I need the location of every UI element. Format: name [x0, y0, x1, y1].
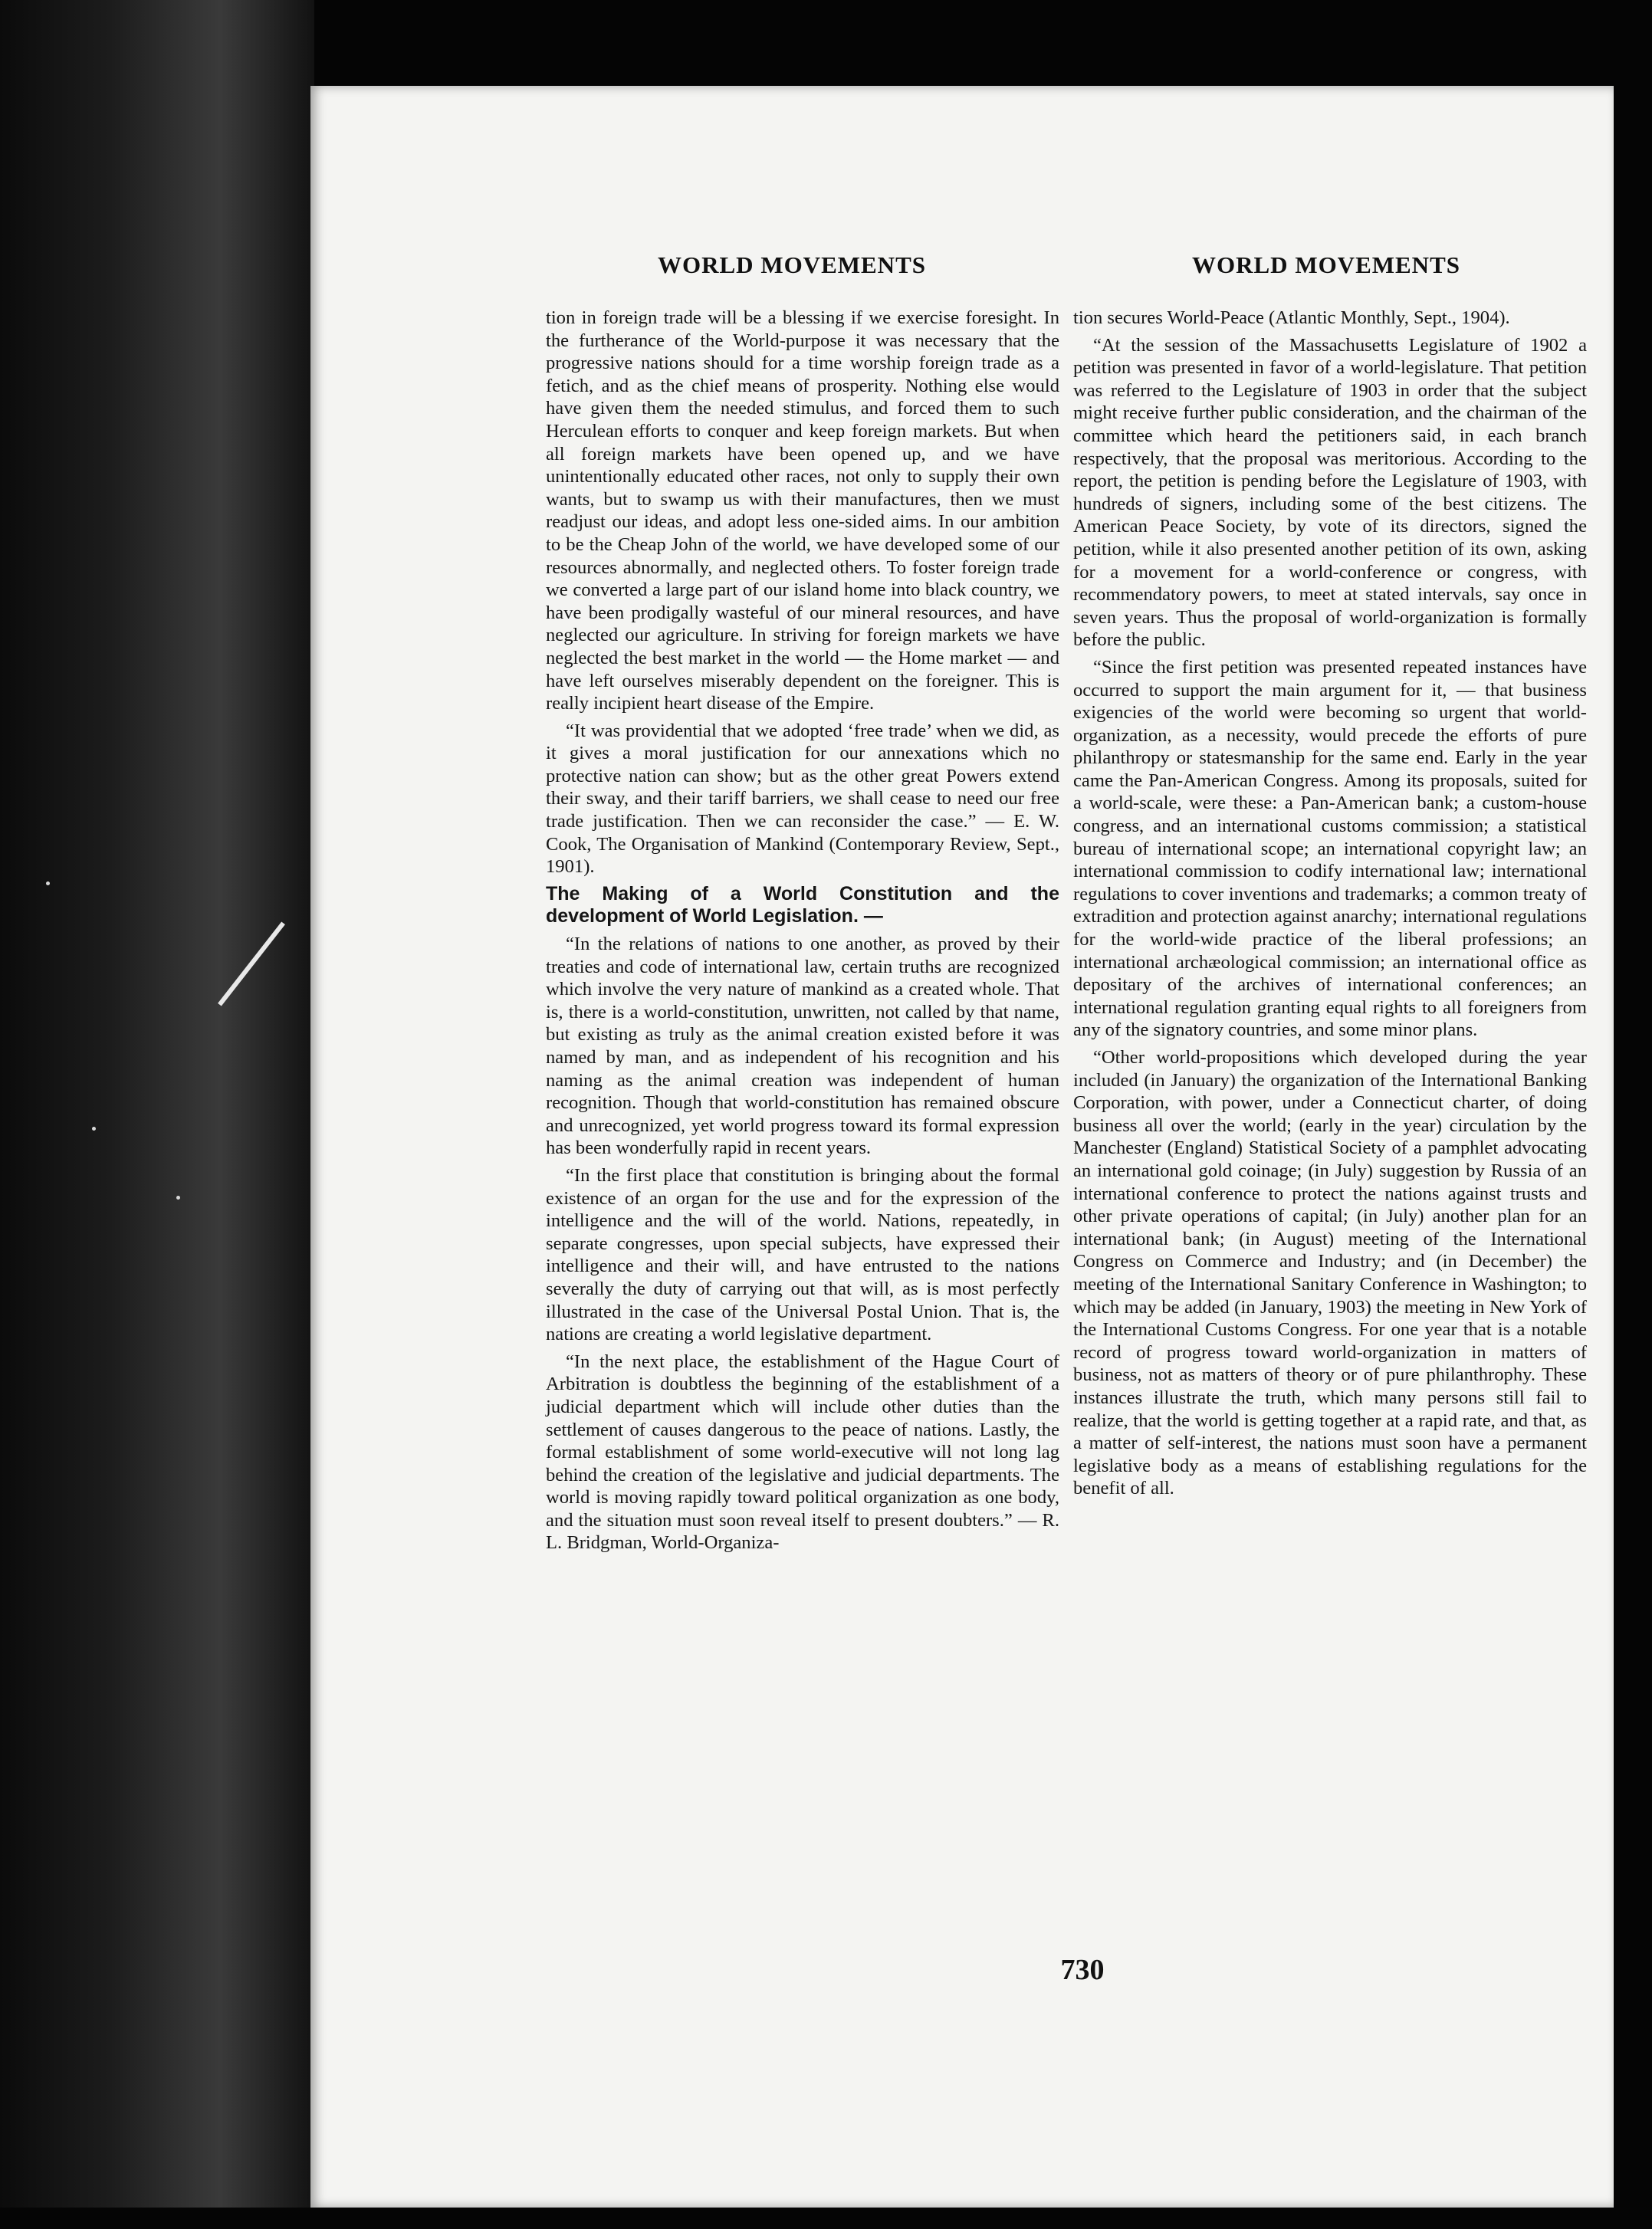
film-speck [46, 881, 50, 885]
running-head-left: WORLD MOVEMENTS [658, 251, 926, 278]
paragraph: “In the relations of nations to one another, as proved by their treaties and code of international law, certain truths are recognized which involve the very nature of mankind as a created whole. That is, there is a world-constitution, unwritten, not called by that name, but existing as truly as the animal creation existed before it was named by man, and as independent of his recognition and his naming as the animal creation was independent of human recognition. Though that world-constitution has remained obscure and unrecognized, yet world progress toward its formal expression has been wonderfully rapid in recent years. [546, 934, 1059, 1159]
scan-right-margin [1614, 0, 1652, 2229]
paragraph: “At the session of the Massachusetts Legislature of 1902 a petition was presented in favor of a world-legislature. That petition was referred to the Legislature of 1903 in order that the subject might receive further public consideration, and the chairman of the committee which heard the petitioners said, in each branch respectively, that the proposal was meritorious. According to the report, the petition is pending before the Legislature of 1903, with hundreds of signers, including some of the best citizens. The American Peace Society, by vote of its directors, signed the petition, while it also presented another petition of its own, asking for a movement for a world-conference or congress, with recommendatory powers, to meet at stated intervals, say once in seven years. Thus the proposal of world-organization is formally before the public. [1073, 334, 1587, 651]
running-head-right: WORLD MOVEMENTS [1192, 251, 1460, 278]
paragraph: “It was providential that we adopted ‘free trade’ when we did, as it gives a moral justification for our annexations which no protective nation can show; but as the other great Powers extend their sway, and their tariff barriers, we shall cease to need our free trade justification. Then we can reconsider the case.” — E. W. Cook, The Organisation of Mankind (Contemporary Review, Sept., 1901). [546, 720, 1059, 878]
scan-bottom-margin [0, 2208, 1652, 2229]
left-column [546, 307, 1059, 1559]
right-column [1073, 307, 1587, 1505]
film-speck [176, 1196, 180, 1200]
film-speck [92, 1127, 96, 1131]
paragraph: “In the first place that constitution is bringing about the formal existence of an organ for the use and for the expression of the intelligence and the will of the world. Nations, repeatedly, in separate congresses, upon special subjects, have expressed their intelligence and their will, and have entrusted to the nations severally the duty of carrying out that will, as is most perfectly illustrated in the case of the Universal Postal Union. That is, the nations are creating a world legislative department. [546, 1164, 1059, 1345]
paragraph: tion in foreign trade will be a blessing if we exercise foresight. In the furtherance of the World-purpose it was necessary that the progressive nations should for a time worship foreign trade as a fetich, and as the chief means of prosperity. Nothing else would have given them the needed stimulus, and forced them to such Herculean efforts to conquer and keep foreign markets. But when all foreign markets have been opened up, and we have unintentionally educated other races, not only to supply their own wants, but to swamp us with their manufactures, then we must readjust our ideas, and adopt less one-sided aims. In our ambition to be the Cheap John of the world, we have developed some of our resources abnormally, and neglected others. To foster foreign trade we converted a large part of our island home into black country, we have been prodigally wasteful of our mineral resources, and have neglected our agriculture. In striving for foreign markets we have neglected the best market in the world — the Home market — and have left ourselves miserably dependent on the foreigner. This is really incipient heart disease of the Empire. [546, 307, 1059, 714]
paragraph: “In the next place, the establishment of the Hague Court of Arbitration is doubtless the beginning of the establishment of a judicial department which will include other duties than the settlement of causes dangerous to the peace of nations. Lastly, the formal establishment of some world-executive will not long lag behind the creation of the legislative and judicial departments. The world is moving rapidly toward political organization as one body, and the situation must soon reveal itself to present doubters.” — R. L. Bridgman, World-Organiza- [546, 1351, 1059, 1554]
section-heading: The Making of a World Constitution and the development of World Legislation. — [546, 882, 1059, 927]
paragraph: “Other world-propositions which developed during the year included (in January) the organization of the International Banking Corporation, with power, under a Connecticut charter, of doing business all over the world; (early in the year) circulation by the Manchester (England) Statistical Society of a pamphlet advocating an international gold coinage; (in July) suggestion by Russia of an international conference to protect the nations against trusts and other private operations of capital; (in July) another plan for an international bank; (in August) meeting of the International Congress on Commerce and Industry; and (in December) the meeting of the International Sanitary Conference in Washington; to which may be added (in January, 1903) the meeting in New York of the International Customs Congress. For one year that is a notable record of progress toward world-organization in matters of business, not as matters of theory or of pure philanthrophy. These instances illustrate the truth, which many persons still fail to realize, that the world is getting together at a rapid rate, and that, as a matter of self-interest, the nations must soon have a permanent legislative body as a means of establishing regulations for the benefit of all. [1073, 1047, 1587, 1499]
page-number: 730 [1060, 1954, 1105, 1986]
paragraph: “Since the first petition was presented repeated instances have occurred to support the main argument for it, — that business exigencies of the world were becoming so urgent that world-organization, as a necessity, would precede the efforts of pure philanthropy or statesmanship for the same end. Early in the year came the Pan-American Congress. Among its proposals, suited for a world-scale, were these: a Pan-American bank; a custom-house congress, and an international customs commission; a statistical bureau of international scope; an international copyright law; an international commission to codify international law; international regulations to cover inventions and trademarks; a common treaty of extradition and protection against anarchy; international regulations for the world-wide practice of the liberal professions; an international archæological commission; an international office as depositary of the archives of international conferences; an international regulation granting equal rights to all foreigners from any of the signatory countries, and some minor plans. [1073, 656, 1587, 1041]
paragraph: tion secures World-Peace (Atlantic Monthly, Sept., 1904). [1073, 307, 1510, 328]
scan-left-margin [0, 0, 314, 2229]
